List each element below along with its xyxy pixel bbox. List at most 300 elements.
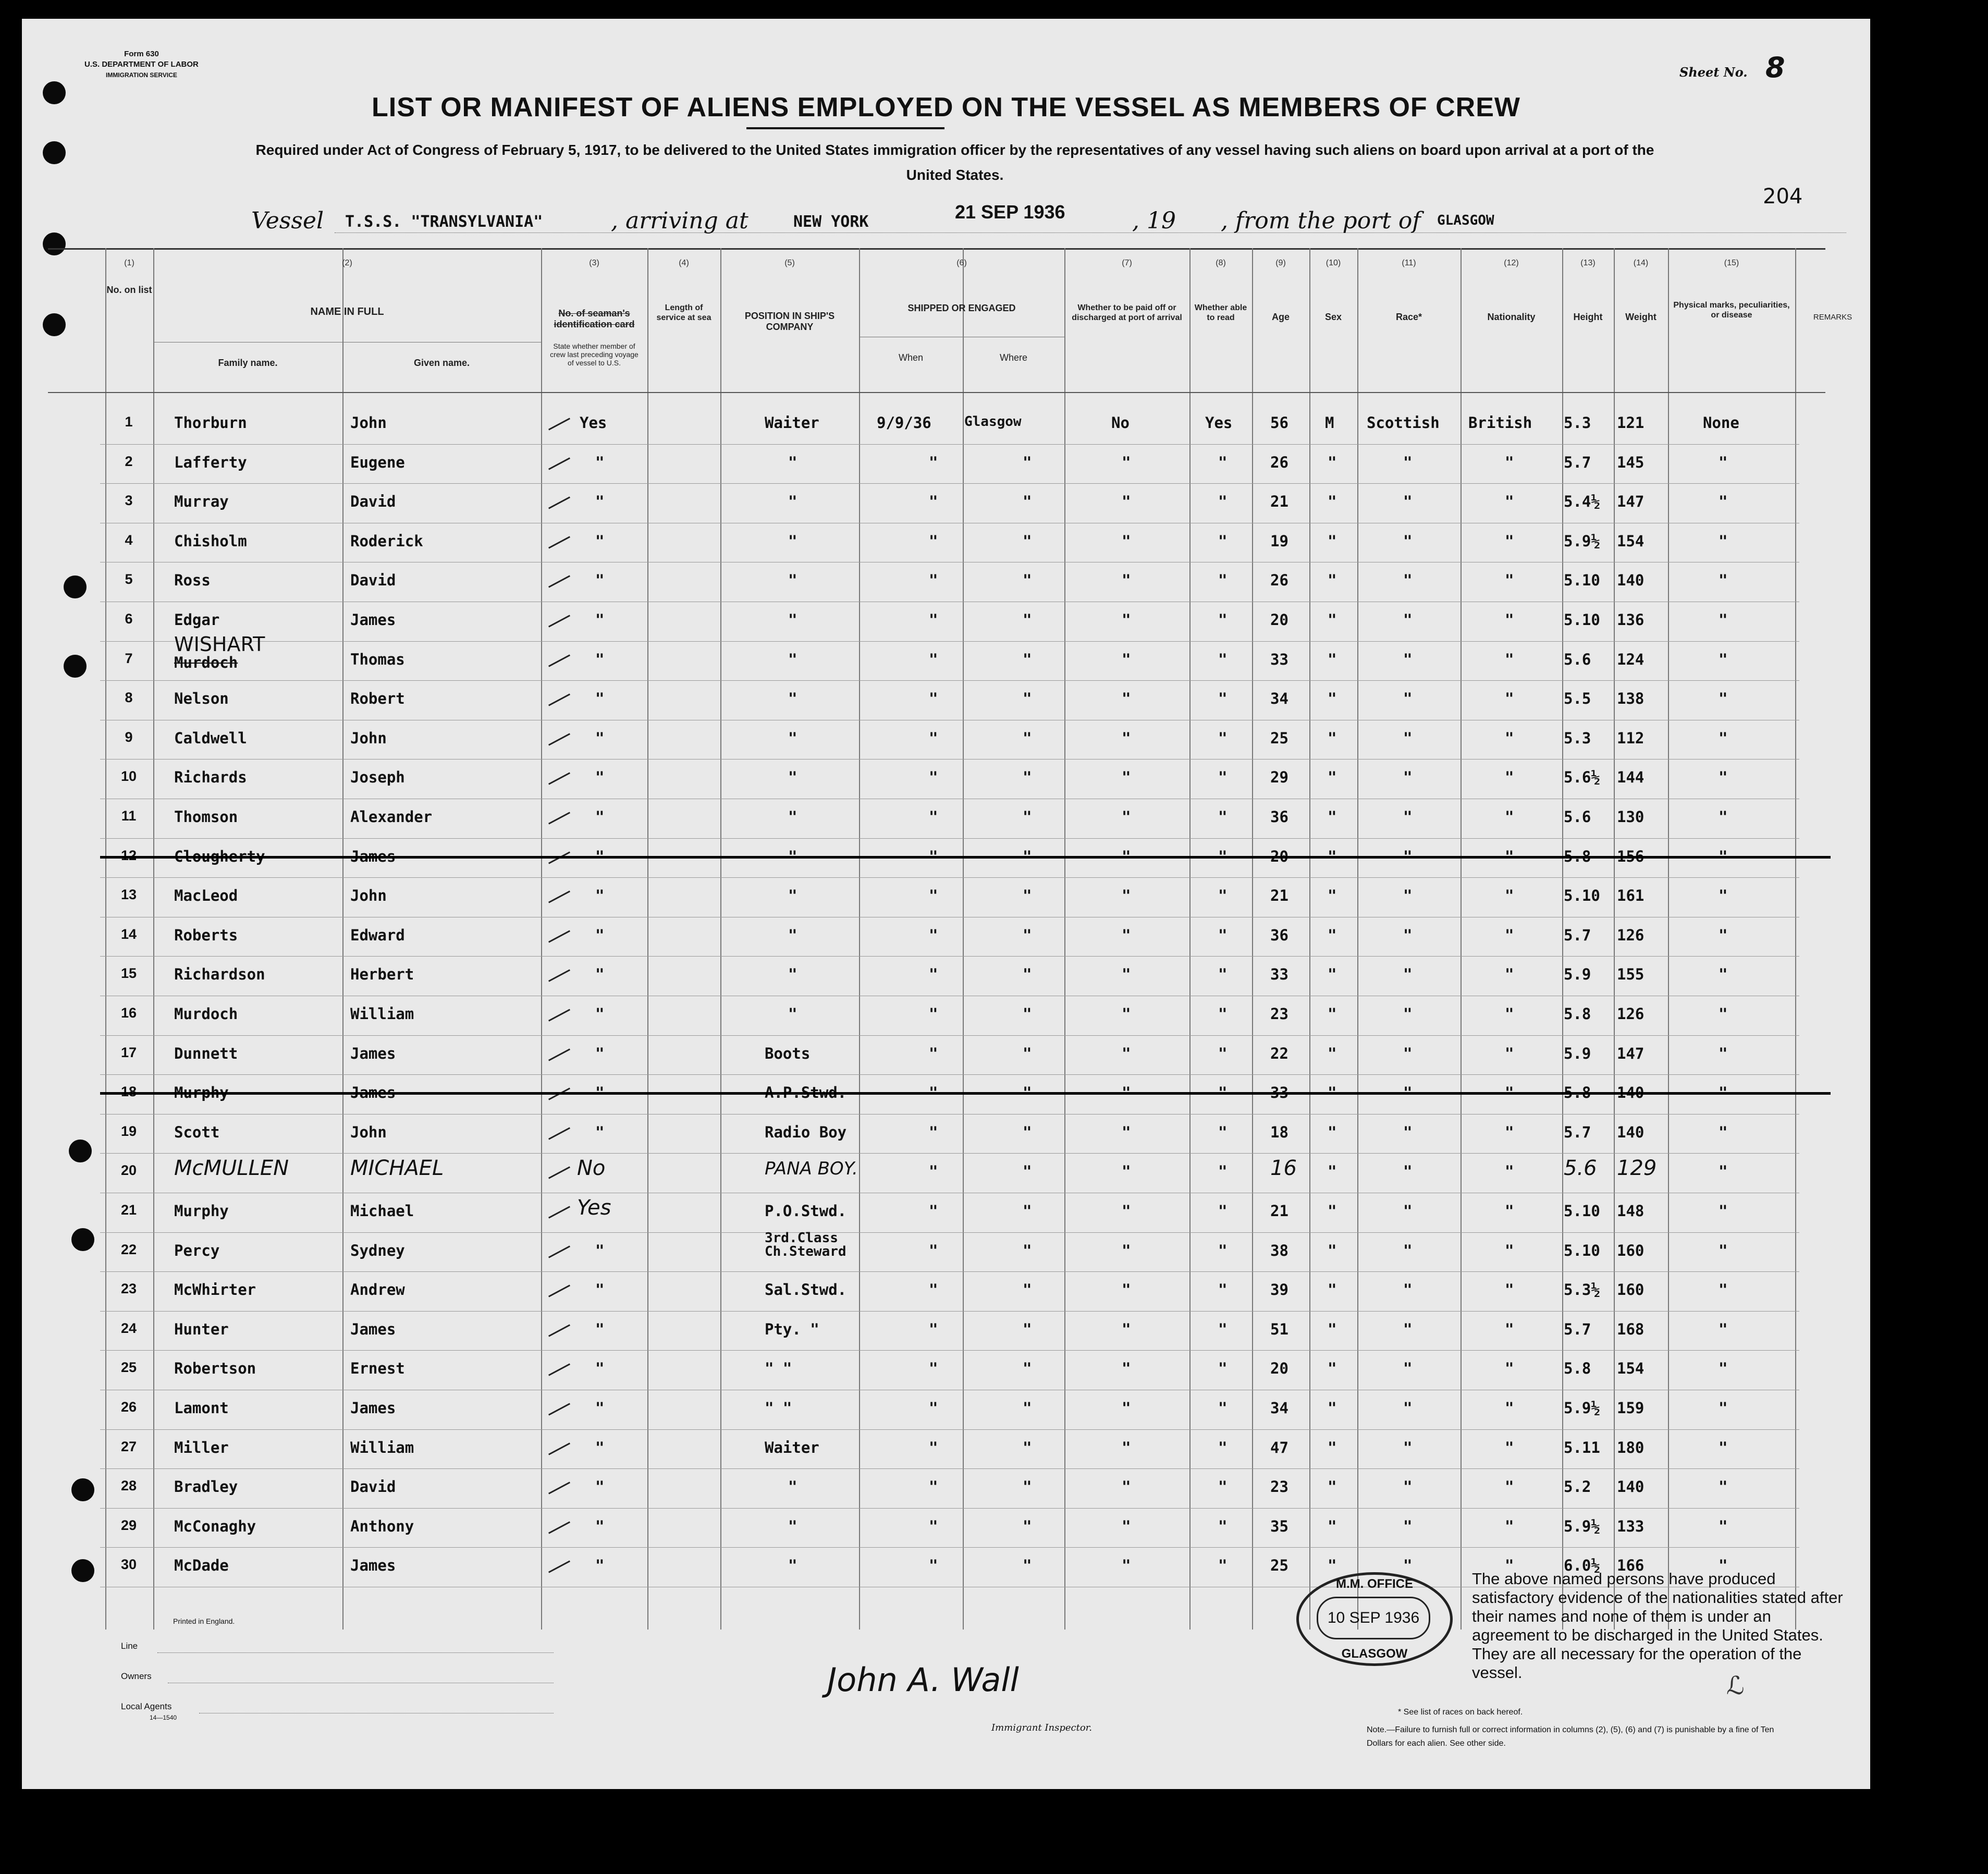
physical-marks: "	[1719, 1162, 1728, 1181]
shipped-where: "	[1023, 1202, 1032, 1220]
age: 34	[1270, 1399, 1288, 1417]
table-row	[22, 1350, 1870, 1390]
nationality: "	[1505, 571, 1514, 590]
family-name: Dunnett	[174, 1044, 238, 1062]
given-name: Herbert	[350, 965, 414, 984]
row-number: 16	[120, 1005, 137, 1021]
nationality: "	[1505, 690, 1514, 708]
table-row	[22, 680, 1870, 720]
able-to-read: "	[1218, 571, 1228, 590]
shipped-where: "	[1023, 650, 1032, 668]
given-name: John	[350, 729, 387, 747]
row-strikethrough	[100, 1092, 1831, 1095]
position: PANA BOY.	[765, 1158, 858, 1180]
prev-voyage: "	[595, 1241, 605, 1259]
able-to-read: "	[1218, 532, 1228, 550]
table-row	[22, 720, 1870, 760]
sex: "	[1328, 611, 1337, 629]
race: "	[1403, 1005, 1413, 1023]
able-to-read: "	[1218, 1478, 1228, 1496]
table-row	[22, 632, 1870, 681]
shipped-where: "	[1023, 729, 1032, 747]
department-name: U.S. DEPARTMENT OF LABOR	[84, 60, 199, 69]
race: Scottish	[1367, 414, 1440, 432]
nationality: "	[1505, 1084, 1514, 1102]
shipped-where: "	[1023, 493, 1032, 511]
height: 5.10	[1564, 611, 1600, 629]
height: 5.10	[1564, 571, 1600, 590]
position: Waiter	[765, 1438, 819, 1456]
prev-voyage: "	[595, 808, 605, 826]
shipped-when: "	[929, 611, 938, 629]
able-to-read: "	[1218, 1438, 1228, 1456]
race: "	[1403, 926, 1413, 944]
stamp-top-text: M.M. OFFICE	[1336, 1577, 1413, 1591]
weight: 140	[1617, 571, 1645, 590]
physical-marks: "	[1719, 1084, 1728, 1102]
age: 23	[1270, 1005, 1288, 1023]
age: 18	[1270, 1123, 1288, 1141]
family-name: Murphy	[174, 1202, 229, 1220]
paid-off: "	[1122, 1320, 1131, 1338]
race: "	[1403, 650, 1413, 668]
paid-off: "	[1122, 1005, 1131, 1023]
sex: "	[1328, 1438, 1337, 1456]
position: Radio Boy	[765, 1123, 847, 1141]
age: 47	[1270, 1438, 1288, 1456]
office-stamp	[1296, 1572, 1453, 1666]
shipped-when: "	[929, 1162, 938, 1181]
nationality: "	[1505, 1123, 1514, 1141]
nationality: "	[1505, 926, 1514, 944]
inspector-label: Immigrant Inspector.	[991, 1722, 1093, 1733]
weight: 159	[1617, 1399, 1645, 1417]
given-name: Eugene	[350, 453, 405, 471]
row-number: 6	[125, 611, 133, 627]
weight: 140	[1617, 1478, 1645, 1496]
height: 5.6	[1564, 1156, 1597, 1181]
position: "	[788, 571, 797, 590]
able-to-read: "	[1218, 1202, 1228, 1220]
race: "	[1403, 690, 1413, 708]
position: Sal.Stwd.	[765, 1281, 847, 1299]
row-number: 12	[120, 847, 137, 863]
physical-marks: "	[1719, 1202, 1728, 1220]
sex: "	[1328, 1084, 1337, 1102]
given-name: David	[350, 571, 396, 590]
check-mark	[548, 891, 570, 903]
race: "	[1403, 1281, 1413, 1299]
row-number: 20	[120, 1162, 137, 1179]
row-number: 1	[125, 414, 133, 430]
check-mark	[548, 575, 570, 588]
able-to-read: "	[1218, 493, 1228, 511]
row-number: 18	[120, 1084, 137, 1100]
year-label: , 19	[1132, 207, 1176, 234]
height: 5.7	[1564, 453, 1591, 471]
race: "	[1403, 1123, 1413, 1141]
height: 5.6	[1564, 650, 1591, 668]
height: 5.11	[1564, 1438, 1600, 1456]
table-row	[22, 799, 1870, 838]
family-name: McDade	[174, 1557, 229, 1575]
position: "	[788, 611, 797, 629]
able-to-read: "	[1218, 453, 1228, 471]
given-name: Thomas	[350, 650, 405, 668]
sex: "	[1328, 1005, 1337, 1023]
check-mark	[548, 1561, 570, 1573]
able-to-read: "	[1218, 690, 1228, 708]
family-name: McMULLEN	[174, 1156, 289, 1181]
race: "	[1403, 1044, 1413, 1062]
local-agents-label: Local Agents	[121, 1701, 172, 1711]
height: 5.2	[1564, 1478, 1591, 1496]
table-row	[22, 956, 1870, 996]
age: 21	[1270, 493, 1288, 511]
paid-off: "	[1122, 1399, 1131, 1417]
height: 5.4½	[1564, 493, 1600, 511]
col-header-prev-voyage: State whether member of crew last preceding voyage of vessel to U.S.	[550, 342, 639, 367]
position: "	[788, 729, 797, 747]
shipped-where: "	[1023, 1557, 1032, 1575]
col-number: (6)	[956, 259, 967, 267]
sex: "	[1328, 768, 1337, 787]
physical-marks: None	[1703, 414, 1739, 432]
weight: 130	[1617, 808, 1645, 826]
family-name: Chisholm	[174, 532, 247, 550]
weight: 168	[1617, 1320, 1645, 1338]
position: "	[788, 887, 797, 905]
given-name: Robert	[350, 690, 405, 708]
col-number: (7)	[1122, 259, 1132, 267]
nationality: "	[1505, 1438, 1514, 1456]
table-row	[22, 1429, 1870, 1469]
race: "	[1403, 1084, 1413, 1102]
paid-off: "	[1122, 1478, 1131, 1496]
weight: 124	[1617, 650, 1645, 668]
position: "	[788, 965, 797, 984]
given-name: James	[350, 1084, 396, 1102]
sex: "	[1328, 729, 1337, 747]
table-row	[22, 1114, 1870, 1154]
physical-marks: "	[1719, 453, 1728, 471]
nationality: "	[1505, 1162, 1514, 1181]
sex: "	[1328, 965, 1337, 984]
given-name: John	[350, 1123, 387, 1141]
physical-marks: "	[1719, 768, 1728, 787]
position: Pty. "	[765, 1320, 819, 1338]
nationality: "	[1505, 1281, 1514, 1299]
paid-off: "	[1122, 847, 1131, 865]
family-name: Lamont	[174, 1399, 229, 1417]
height: 5.6½	[1564, 768, 1600, 787]
shipped-when: 9/9/36	[877, 414, 931, 432]
owners-label: Owners	[121, 1671, 152, 1681]
shipped-where: "	[1023, 1241, 1032, 1259]
position: " "	[765, 1359, 792, 1378]
able-to-read: "	[1218, 611, 1228, 629]
shipped-when: "	[929, 1517, 938, 1535]
prev-voyage: "	[595, 453, 605, 471]
physical-marks: "	[1719, 1044, 1728, 1062]
col-number: (8)	[1216, 259, 1226, 267]
given-name: Roderick	[350, 532, 423, 550]
table-row	[22, 1035, 1870, 1075]
age: 26	[1270, 571, 1288, 590]
position: "	[788, 926, 797, 944]
race: "	[1403, 1438, 1413, 1456]
paid-off: "	[1122, 1517, 1131, 1535]
page-subtitle: Required under Act of Congress of February 5, 1917, to be delivered to the United States immigration officer by the representatives of any vessel having such aliens on board upon arrival at a port of the United States.	[255, 142, 1654, 183]
check-mark	[548, 1127, 570, 1140]
nationality-certificate: The above named persons have produced satisfactory evidence of the nationalities stated after their names and none of them is under an agreement to be discharged in the United States. They are all necessary for the operation of the vessel.	[1472, 1570, 1843, 1682]
race: "	[1403, 532, 1413, 550]
position: A.P.Stwd.	[765, 1084, 847, 1102]
table-row	[22, 877, 1870, 917]
table-row	[22, 1468, 1870, 1508]
check-mark	[548, 654, 570, 667]
col-header-age: Age	[1271, 312, 1290, 322]
check-mark	[548, 970, 570, 982]
able-to-read: "	[1218, 847, 1228, 865]
paid-off: "	[1122, 611, 1131, 629]
weight: 121	[1617, 414, 1645, 432]
row-strikethrough	[100, 856, 1831, 859]
col-header-paid-off: Whether to be paid off or discharged at port of arrival	[1072, 303, 1182, 322]
nationality: "	[1505, 847, 1514, 865]
prev-voyage: "	[595, 1359, 605, 1378]
sheet-number: 8	[1765, 51, 1785, 84]
prev-voyage: "	[595, 1044, 605, 1062]
family-name: WISHART	[174, 632, 265, 656]
physical-marks: "	[1719, 493, 1728, 511]
family-name: Hunter	[174, 1320, 229, 1338]
physical-marks: "	[1719, 1438, 1728, 1456]
height: 6.0½	[1564, 1557, 1600, 1575]
weight: 112	[1617, 729, 1645, 747]
row-number: 7	[125, 650, 133, 666]
sex: "	[1328, 1202, 1337, 1220]
table-row	[22, 759, 1870, 799]
sex: "	[1328, 808, 1337, 826]
weight: 161	[1617, 887, 1645, 905]
nationality: "	[1505, 1557, 1514, 1575]
check-mark	[548, 497, 570, 509]
able-to-read: "	[1218, 1359, 1228, 1378]
given-name: Ernest	[350, 1359, 405, 1378]
height: 5.10	[1564, 1241, 1600, 1259]
row-number: 23	[120, 1281, 137, 1297]
given-name: David	[350, 493, 396, 511]
age: 20	[1270, 1359, 1288, 1378]
prev-voyage: "	[595, 729, 605, 747]
table-row	[22, 602, 1870, 641]
col-number: (4)	[679, 259, 689, 267]
given-name: Edward	[350, 926, 405, 944]
age: 22	[1270, 1044, 1288, 1062]
family-name: Murdoch	[174, 1005, 238, 1023]
weight: 166	[1617, 1557, 1645, 1575]
family-name: Nelson	[174, 690, 229, 708]
paid-off: "	[1122, 729, 1131, 747]
shipped-where: "	[1023, 611, 1032, 629]
paid-off: "	[1122, 808, 1131, 826]
height: 5.7	[1564, 926, 1591, 944]
col-number: (3)	[589, 259, 599, 267]
physical-marks: "	[1719, 532, 1728, 550]
shipped-where: Glasgow	[964, 414, 1022, 430]
check-mark	[548, 1364, 570, 1376]
shipped-when: "	[929, 1478, 938, 1496]
weight: 160	[1617, 1241, 1645, 1259]
punch-hole	[43, 141, 66, 164]
race: "	[1403, 808, 1413, 826]
paid-off: "	[1122, 768, 1131, 787]
age: 23	[1270, 1478, 1288, 1496]
shipped-when: "	[929, 1202, 938, 1220]
paid-off: "	[1122, 1202, 1131, 1220]
col-header-name: NAME IN FULL	[310, 306, 384, 317]
shipped-when: "	[929, 1044, 938, 1062]
physical-marks: "	[1719, 926, 1728, 944]
prev-voyage: "	[595, 650, 605, 668]
paid-off: "	[1122, 1281, 1131, 1299]
able-to-read: "	[1218, 1005, 1228, 1023]
sex: "	[1328, 1478, 1337, 1496]
col-header-marks: Physical marks, peculiarities, or disease	[1673, 301, 1790, 320]
row-number: 29	[120, 1517, 137, 1533]
shipped-where: "	[1023, 453, 1032, 471]
col-number: (15)	[1724, 259, 1739, 267]
able-to-read: "	[1218, 768, 1228, 787]
sex: "	[1328, 1123, 1337, 1141]
row-number: 22	[120, 1241, 137, 1257]
height: 5.3	[1564, 729, 1591, 747]
check-mark	[548, 812, 570, 824]
col-header-race: Race*	[1395, 312, 1422, 322]
row-number: 11	[121, 808, 137, 824]
nationality: "	[1505, 1320, 1514, 1338]
prev-voyage: "	[595, 926, 605, 944]
col-number: (12)	[1504, 259, 1519, 267]
race: "	[1403, 768, 1413, 787]
family-name: Caldwell	[174, 729, 247, 747]
physical-marks: "	[1719, 729, 1728, 747]
row-number: 10	[120, 768, 137, 785]
row-number: 4	[125, 532, 133, 548]
shipped-when: "	[929, 847, 938, 865]
row-number: 9	[125, 729, 133, 745]
physical-marks: "	[1719, 1281, 1728, 1299]
family-name: Richardson	[174, 965, 265, 984]
prev-voyage: "	[595, 690, 605, 708]
prev-voyage: "	[595, 1557, 605, 1575]
col-number: (13)	[1580, 259, 1596, 267]
shipped-when: "	[929, 493, 938, 511]
race: "	[1403, 571, 1413, 590]
family-name: Miller	[174, 1438, 229, 1456]
check-mark	[548, 1048, 570, 1061]
able-to-read: "	[1218, 1084, 1228, 1102]
given-name: James	[350, 1044, 396, 1062]
shipped-when: "	[929, 926, 938, 944]
height: 5.9½	[1564, 532, 1600, 550]
shipped-where: "	[1023, 1005, 1032, 1023]
shipped-when: "	[929, 808, 938, 826]
row-number: 13	[120, 887, 137, 903]
position: "	[788, 690, 797, 708]
age: 20	[1270, 611, 1288, 629]
able-to-read: "	[1218, 1162, 1228, 1181]
height: 5.8	[1564, 1359, 1591, 1378]
shipped-where: "	[1023, 1478, 1032, 1496]
weight: 147	[1617, 1044, 1645, 1062]
shipped-when: "	[929, 1005, 938, 1023]
check-mark	[548, 930, 570, 942]
nationality: "	[1505, 808, 1514, 826]
race: "	[1403, 965, 1413, 984]
race: "	[1403, 1517, 1413, 1535]
check-mark	[548, 1521, 570, 1534]
paid-off: "	[1122, 1044, 1131, 1062]
age: 25	[1270, 729, 1288, 747]
page-number: 204	[1763, 185, 1803, 209]
paid-off: "	[1122, 1084, 1131, 1102]
check-mark	[548, 773, 570, 785]
col-header-position: POSITION IN SHIP'S COMPANY	[744, 311, 835, 332]
nationality: "	[1505, 1399, 1514, 1417]
race: "	[1403, 493, 1413, 511]
prev-voyage: "	[595, 1005, 605, 1023]
sex: "	[1328, 532, 1337, 550]
sex: "	[1328, 493, 1337, 511]
paid-off: "	[1122, 926, 1131, 944]
vessel-line-rule	[335, 232, 1846, 233]
arriving-label: , arriving at	[611, 207, 748, 234]
sex: M	[1325, 414, 1334, 432]
shipped-when: "	[929, 1241, 938, 1259]
age: 34	[1270, 690, 1288, 708]
shipped-when: "	[929, 887, 938, 905]
shipped-when: "	[929, 1557, 938, 1575]
nationality: "	[1505, 887, 1514, 905]
age: 19	[1270, 532, 1288, 550]
physical-marks: "	[1719, 1005, 1728, 1023]
family-name: Edgar	[174, 611, 220, 629]
sex: "	[1328, 1241, 1337, 1259]
prev-voyage: "	[595, 1123, 605, 1141]
age: 25	[1270, 1557, 1288, 1575]
shipped-when: "	[929, 571, 938, 590]
given-name: William	[350, 1005, 414, 1023]
weight: 145	[1617, 453, 1645, 471]
table-row	[22, 1311, 1870, 1351]
shipped-where: "	[1023, 1281, 1032, 1299]
age: 33	[1270, 1084, 1288, 1102]
shipped-where: "	[1023, 887, 1032, 905]
col-number: (14)	[1633, 259, 1649, 267]
row-number: 21	[120, 1202, 137, 1218]
able-to-read: "	[1218, 1517, 1228, 1535]
col-header-when: When	[898, 352, 924, 363]
col-number: (10)	[1326, 259, 1341, 267]
race: "	[1403, 1162, 1413, 1181]
races-note: * See list of races on back hereof.	[1398, 1708, 1523, 1717]
stamp-date: 10 SEP 1936	[1317, 1597, 1430, 1639]
paid-off: "	[1122, 1557, 1131, 1575]
age: 21	[1270, 887, 1288, 905]
row-number: 30	[120, 1557, 137, 1573]
